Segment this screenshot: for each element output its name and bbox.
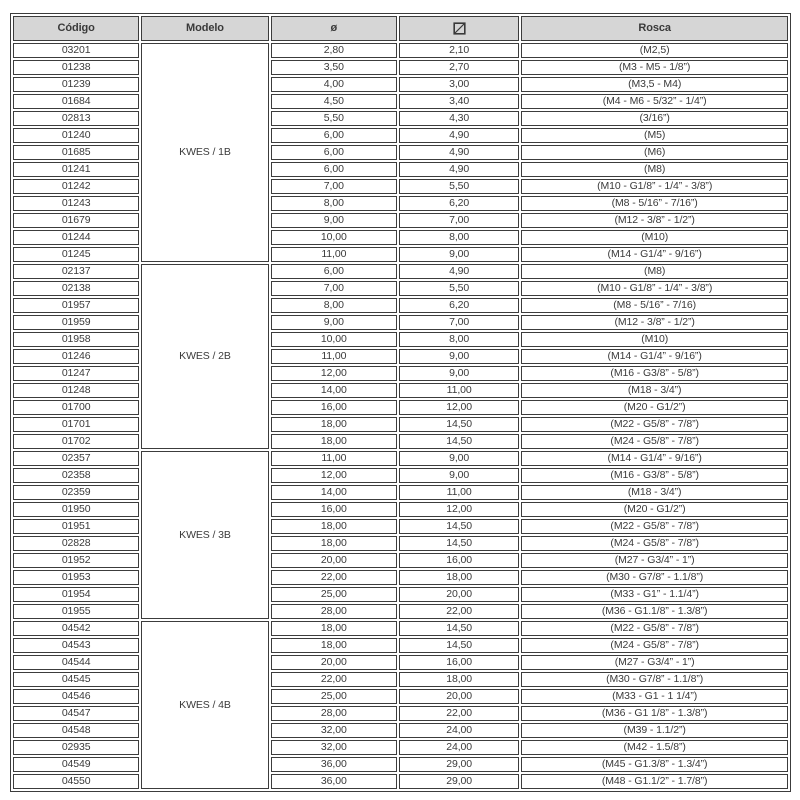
- core-diameter-cell: 2,10: [399, 43, 519, 58]
- codigo-cell: 02359: [13, 485, 139, 500]
- diameter-cell: 20,00: [271, 655, 397, 670]
- diameter-cell: 36,00: [271, 757, 397, 772]
- table-row: [13, 60, 788, 75]
- table-row: [13, 111, 788, 126]
- core-diameter-cell: 5,50: [399, 179, 519, 194]
- core-diameter-cell: 11,00: [399, 485, 519, 500]
- diameter-cell: 10,00: [271, 230, 397, 245]
- table-row: [13, 230, 788, 245]
- table-row: [13, 400, 788, 415]
- codigo-cell: 04549: [13, 757, 139, 772]
- table-row: [13, 213, 788, 228]
- diameter-cell: 4,50: [271, 94, 397, 109]
- diameter-cell: 7,00: [271, 281, 397, 296]
- rosca-cell: (M45 - G1.3/8” - 1.3/4”): [521, 757, 788, 772]
- diameter-cell: 18,00: [271, 434, 397, 449]
- table-row: [13, 434, 788, 449]
- modelo-cell: KWES / 3B: [141, 451, 268, 619]
- codigo-cell: 01957: [13, 298, 139, 313]
- diameter-cell: 2,80: [271, 43, 397, 58]
- table-row: [13, 485, 788, 500]
- header-codigo: Código: [13, 16, 139, 41]
- table-row: [13, 723, 788, 738]
- tap-drill-catalog-table: [10, 13, 791, 792]
- core-diameter-cell: 4,90: [399, 128, 519, 143]
- rosca-cell: (M10 - G1/8” - 1/4” - 3/8”): [521, 281, 788, 296]
- codigo-cell: 02357: [13, 451, 139, 466]
- header-row: [13, 16, 788, 41]
- core-diameter-cell: 4,90: [399, 162, 519, 177]
- core-diameter-cell: 5,50: [399, 281, 519, 296]
- diameter-cell: 18,00: [271, 417, 397, 432]
- header-modelo: Modelo: [141, 16, 268, 41]
- diameter-cell: 18,00: [271, 638, 397, 653]
- codigo-cell: 01246: [13, 349, 139, 364]
- diameter-cell: 18,00: [271, 536, 397, 551]
- table-row: [13, 672, 788, 687]
- core-diameter-cell: 16,00: [399, 655, 519, 670]
- core-diameter-cell: 3,00: [399, 77, 519, 92]
- core-diameter-cell: 4,90: [399, 145, 519, 160]
- table-row: [13, 179, 788, 194]
- header-rosca: Rosca: [521, 16, 788, 41]
- table-row: [13, 451, 788, 466]
- rosca-cell: (M24 - G5/8” - 7/8”): [521, 638, 788, 653]
- codigo-cell: 01240: [13, 128, 139, 143]
- rosca-cell: (M8 - 5/16” - 7/16”): [521, 196, 788, 211]
- rosca-cell: (M22 - G5/8” - 7/8”): [521, 621, 788, 636]
- table-row: [13, 468, 788, 483]
- rosca-cell: (M33 - G1 - 1 1/4”): [521, 689, 788, 704]
- rosca-cell: (M20 - G1/2”): [521, 502, 788, 517]
- codigo-cell: 01241: [13, 162, 139, 177]
- diameter-cell: 36,00: [271, 774, 397, 789]
- rosca-cell: (M30 - G7/8” - 1.1/8”): [521, 672, 788, 687]
- codigo-cell: 04545: [13, 672, 139, 687]
- rosca-cell: (M12 - 3/8” - 1/2”): [521, 315, 788, 330]
- diameter-cell: 10,00: [271, 332, 397, 347]
- core-diameter-cell: 9,00: [399, 247, 519, 262]
- table-row: [13, 247, 788, 262]
- modelo-cell: KWES / 1B: [141, 43, 268, 262]
- rosca-cell: (M27 - G3/4” - 1”): [521, 553, 788, 568]
- table-row: [13, 298, 788, 313]
- diameter-cell: 32,00: [271, 740, 397, 755]
- codigo-cell: 04550: [13, 774, 139, 789]
- core-diameter-cell: 3,40: [399, 94, 519, 109]
- core-diameter-cell: 22,00: [399, 706, 519, 721]
- codigo-cell: 01959: [13, 315, 139, 330]
- table-row: [13, 366, 788, 381]
- core-diameter-cell: 8,00: [399, 332, 519, 347]
- table-row: [13, 519, 788, 534]
- diameter-cell: 4,00: [271, 77, 397, 92]
- table-row: [13, 502, 788, 517]
- rosca-cell: (M36 - G1 1/8” - 1.3/8”): [521, 706, 788, 721]
- codigo-cell: 02138: [13, 281, 139, 296]
- core-diameter-cell: 14,50: [399, 536, 519, 551]
- core-diameter-cell: 16,00: [399, 553, 519, 568]
- rosca-cell: (M2,5): [521, 43, 788, 58]
- codigo-cell: 01248: [13, 383, 139, 398]
- core-diameter-cell: 9,00: [399, 451, 519, 466]
- table-row: [13, 417, 788, 432]
- codigo-cell: 01684: [13, 94, 139, 109]
- core-diameter-cell: 6,20: [399, 298, 519, 313]
- diameter-cell: 12,00: [271, 366, 397, 381]
- diameter-cell: 18,00: [271, 519, 397, 534]
- codigo-cell: 01239: [13, 77, 139, 92]
- codigo-cell: 01679: [13, 213, 139, 228]
- table-row: [13, 94, 788, 109]
- table-row: [13, 587, 788, 602]
- core-diameter-cell: 14,50: [399, 434, 519, 449]
- codigo-cell: 01958: [13, 332, 139, 347]
- diameter-cell: 12,00: [271, 468, 397, 483]
- rosca-cell: (M8 - 5/16” - 7/16): [521, 298, 788, 313]
- codigo-cell: 01243: [13, 196, 139, 211]
- rosca-cell: (M20 - G1/2”): [521, 400, 788, 415]
- diameter-cell: 9,00: [271, 213, 397, 228]
- table-row: [13, 383, 788, 398]
- rosca-cell: (M16 - G3/8” - 5/8”): [521, 468, 788, 483]
- diameter-cell: 11,00: [271, 349, 397, 364]
- codigo-cell: 02358: [13, 468, 139, 483]
- diameter-cell: 11,00: [271, 451, 397, 466]
- table-row: [13, 553, 788, 568]
- codigo-cell: 02137: [13, 264, 139, 279]
- core-diameter-cell: 22,00: [399, 604, 519, 619]
- codigo-cell: 01685: [13, 145, 139, 160]
- core-diameter-cell: 20,00: [399, 689, 519, 704]
- core-diameter-cell: 8,00: [399, 230, 519, 245]
- rosca-cell: (M36 - G1.1/8” - 1.3/8”): [521, 604, 788, 619]
- diameter-cell: 25,00: [271, 587, 397, 602]
- rosca-cell: (M10): [521, 230, 788, 245]
- table-row: [13, 621, 788, 636]
- diameter-cell: 6,00: [271, 145, 397, 160]
- core-diameter-cell: 24,00: [399, 740, 519, 755]
- diameter-cell: 6,00: [271, 162, 397, 177]
- rosca-cell: (M30 - G7/8” - 1.1/8”): [521, 570, 788, 585]
- core-diameter-cell: 20,00: [399, 587, 519, 602]
- rosca-cell: (M14 - G1/4” - 9/16”): [521, 349, 788, 364]
- table-row: [13, 349, 788, 364]
- table-row: [13, 757, 788, 772]
- diameter-cell: 6,00: [271, 128, 397, 143]
- rosca-cell: (M18 - 3/4”): [521, 383, 788, 398]
- header-core-diameter: [399, 16, 519, 41]
- codigo-cell: 04542: [13, 621, 139, 636]
- core-diameter-cell: 12,00: [399, 502, 519, 517]
- codigo-cell: 01952: [13, 553, 139, 568]
- core-diameter-cell: 14,50: [399, 621, 519, 636]
- rosca-cell: (M22 - G5/8” - 7/8”): [521, 519, 788, 534]
- codigo-cell: 04543: [13, 638, 139, 653]
- rosca-cell: (M10): [521, 332, 788, 347]
- codigo-cell: 01244: [13, 230, 139, 245]
- diameter-cell: 32,00: [271, 723, 397, 738]
- diameter-cell: 28,00: [271, 706, 397, 721]
- core-diameter-cell: 14,50: [399, 638, 519, 653]
- table-row: [13, 638, 788, 653]
- diameter-cell: 8,00: [271, 196, 397, 211]
- table-row: [13, 570, 788, 585]
- codigo-cell: 04544: [13, 655, 139, 670]
- diameter-cell: 18,00: [271, 621, 397, 636]
- core-diameter-cell: 9,00: [399, 349, 519, 364]
- header-diameter: ø: [271, 16, 397, 41]
- core-diameter-cell: 14,50: [399, 417, 519, 432]
- diameter-cell: 5,50: [271, 111, 397, 126]
- codigo-cell: 01953: [13, 570, 139, 585]
- rosca-cell: (M3,5 - M4): [521, 77, 788, 92]
- rosca-cell: (M27 - G3/4” - 1”): [521, 655, 788, 670]
- codigo-cell: 01702: [13, 434, 139, 449]
- core-diameter-cell: 11,00: [399, 383, 519, 398]
- diameter-cell: 22,00: [271, 672, 397, 687]
- rosca-cell: (M39 - 1.1/2”): [521, 723, 788, 738]
- diameter-cell: 25,00: [271, 689, 397, 704]
- codigo-cell: 01954: [13, 587, 139, 602]
- diameter-cell: 28,00: [271, 604, 397, 619]
- diameter-cell: 16,00: [271, 502, 397, 517]
- rosca-cell: (M24 - G5/8” - 7/8”): [521, 536, 788, 551]
- codigo-cell: 04548: [13, 723, 139, 738]
- rosca-cell: (M14 - G1/4” - 9/16”): [521, 451, 788, 466]
- rosca-cell: (M14 - G1/4” - 9/16”): [521, 247, 788, 262]
- rosca-cell: (M3 - M5 - 1/8”): [521, 60, 788, 75]
- table-row: [13, 264, 788, 279]
- rosca-cell: (M24 - G5/8” - 7/8”): [521, 434, 788, 449]
- core-diameter-cell: 14,50: [399, 519, 519, 534]
- rosca-cell: (M4 - M6 - 5/32” - 1/4”): [521, 94, 788, 109]
- codigo-cell: 03201: [13, 43, 139, 58]
- codigo-cell: 02813: [13, 111, 139, 126]
- table-row: [13, 128, 788, 143]
- diameter-cell: 8,00: [271, 298, 397, 313]
- core-diameter-cell: 7,00: [399, 213, 519, 228]
- rosca-cell: (M5): [521, 128, 788, 143]
- modelo-cell: KWES / 4B: [141, 621, 268, 789]
- table-row: [13, 706, 788, 721]
- diameter-cell: 11,00: [271, 247, 397, 262]
- rosca-cell: (M48 - G1.1/2” - 1.7/8”): [521, 774, 788, 789]
- diameter-cell: 20,00: [271, 553, 397, 568]
- codigo-cell: 01950: [13, 502, 139, 517]
- diameter-cell: 14,00: [271, 485, 397, 500]
- core-diameter-cell: 29,00: [399, 757, 519, 772]
- table-row: [13, 689, 788, 704]
- codigo-cell: 01245: [13, 247, 139, 262]
- core-diameter-cell: 7,00: [399, 315, 519, 330]
- rosca-cell: (M8): [521, 264, 788, 279]
- rosca-cell: (M18 - 3/4”): [521, 485, 788, 500]
- codigo-cell: 04546: [13, 689, 139, 704]
- table-header: [13, 16, 788, 41]
- table-row: [13, 315, 788, 330]
- codigo-cell: 02935: [13, 740, 139, 755]
- diameter-cell: 14,00: [271, 383, 397, 398]
- codigo-cell: 01700: [13, 400, 139, 415]
- table-row: [13, 196, 788, 211]
- core-diameter-cell: 9,00: [399, 366, 519, 381]
- codigo-cell: 01701: [13, 417, 139, 432]
- table-row: [13, 145, 788, 160]
- rosca-cell: (M12 - 3/8” - 1/2”): [521, 213, 788, 228]
- table-body: [13, 43, 788, 789]
- diameter-cell: 7,00: [271, 179, 397, 194]
- codigo-cell: 01238: [13, 60, 139, 75]
- table-row: [13, 536, 788, 551]
- core-diameter-cell: 29,00: [399, 774, 519, 789]
- table-row: [13, 740, 788, 755]
- diameter-cell: 9,00: [271, 315, 397, 330]
- table-row: [13, 77, 788, 92]
- core-diameter-cell: 9,00: [399, 468, 519, 483]
- core-diameter-cell: 12,00: [399, 400, 519, 415]
- table-row: [13, 43, 788, 58]
- diameter-cell: 6,00: [271, 264, 397, 279]
- rosca-cell: (M22 - G5/8” - 7/8”): [521, 417, 788, 432]
- square-diagonal-slash-icon: [453, 22, 466, 35]
- rosca-cell: (M42 - 1.5/8”): [521, 740, 788, 755]
- rosca-cell: (M8): [521, 162, 788, 177]
- diameter-cell: 3,50: [271, 60, 397, 75]
- core-diameter-cell: 4,90: [399, 264, 519, 279]
- table-row: [13, 655, 788, 670]
- core-diameter-cell: 18,00: [399, 570, 519, 585]
- codigo-cell: 01955: [13, 604, 139, 619]
- table-row: [13, 604, 788, 619]
- rosca-cell: (M6): [521, 145, 788, 160]
- codigo-cell: 04547: [13, 706, 139, 721]
- rosca-cell: (3/16”): [521, 111, 788, 126]
- rosca-cell: (M16 - G3/8” - 5/8”): [521, 366, 788, 381]
- diameter-cell: 22,00: [271, 570, 397, 585]
- rosca-cell: (M33 - G1” - 1.1/4”): [521, 587, 788, 602]
- core-diameter-cell: 24,00: [399, 723, 519, 738]
- core-diameter-cell: 2,70: [399, 60, 519, 75]
- table-row: [13, 332, 788, 347]
- table-row: [13, 774, 788, 789]
- core-diameter-cell: 18,00: [399, 672, 519, 687]
- codigo-cell: 01247: [13, 366, 139, 381]
- table-row: [13, 162, 788, 177]
- rosca-cell: (M10 - G1/8” - 1/4” - 3/8”): [521, 179, 788, 194]
- diameter-cell: 16,00: [271, 400, 397, 415]
- core-diameter-cell: 4,30: [399, 111, 519, 126]
- core-diameter-cell: 6,20: [399, 196, 519, 211]
- codigo-cell: 02828: [13, 536, 139, 551]
- table-row: [13, 281, 788, 296]
- codigo-cell: 01951: [13, 519, 139, 534]
- modelo-cell: KWES / 2B: [141, 264, 268, 449]
- codigo-cell: 01242: [13, 179, 139, 194]
